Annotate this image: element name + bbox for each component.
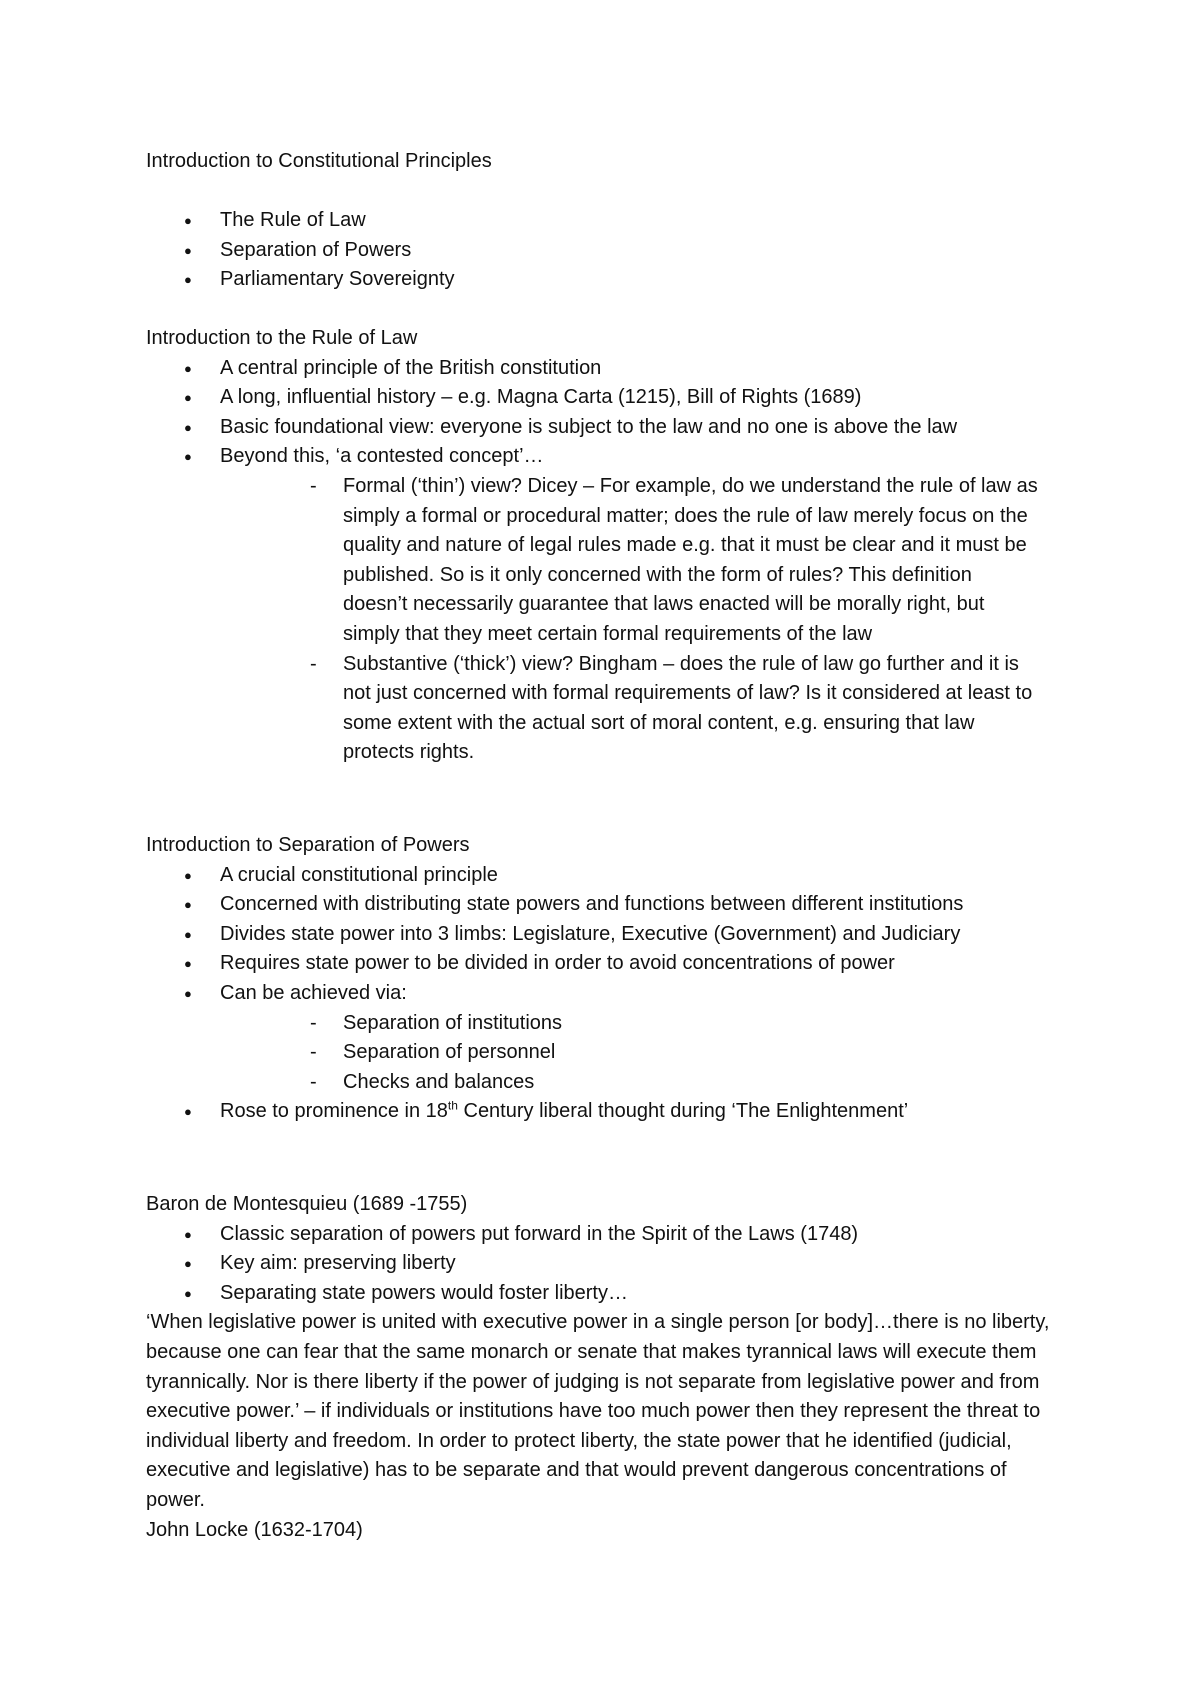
- superscript: th: [447, 1098, 458, 1113]
- item-text: Rose to prominence in 18: [220, 1100, 448, 1123]
- section-heading: Introduction to Constitutional Principles: [146, 150, 492, 172]
- list-item: ● Concerned with distributing state powers and functions between different institutions: [146, 890, 976, 920]
- bullet-list: [146, 1220, 1086, 1309]
- list-item: ● Key aim: preserving liberty: [146, 1249, 1086, 1279]
- list-item: ● Divides state power into 3 limbs: Legislature, Executive (Government) and Judiciary: [146, 920, 976, 950]
- list-item: ● A long, influential history – e.g. Magna Carta (1215), Bill of Rights (1689): [146, 383, 1086, 413]
- section-heading: Introduction to Separation of Powers: [146, 834, 470, 856]
- section-separation-of-powers: [146, 831, 1086, 1127]
- bullet-list: [146, 354, 1086, 472]
- dash-list: [146, 1009, 1086, 1098]
- list-item: ● A central principle of the British constitution: [146, 354, 1086, 384]
- bullet-list: [146, 206, 1086, 295]
- section-montesquieu: [146, 1190, 1086, 1545]
- list-item: - Formal (‘thin’) view? Dicey – For example, do we understand the rule of law as simply a formal or procedural matter; does the rule of law merely focus on the quality and nature of legal rules made e.g. that it must be clear and it must be published. So is it only concerned with the form of rules? This definition doesn’t necessarily guarantee that laws enacted will be morally right, but simply that they meet certain formal requirements of the law: [146, 472, 1041, 650]
- list-item: [146, 1097, 1086, 1127]
- section-heading: Introduction to the Rule of Law: [146, 327, 418, 349]
- list-item: ● The Rule of Law: [146, 206, 1086, 236]
- quote-paragraph: ‘When legislative power is united with executive power in a single person [or body]…there is no liberty, because one can fear that the same monarch or senate that makes tyrannical laws will execute them tyrannically. Nor is there liberty if the power of judging is not separate from legislative power and from executive power.’ – if individuals or institutions have too much power then they represent the threat to individual liberty and freedom. In order to protect liberty, the state power that he identified (judicial, executive and legislative) has to be separate and that would prevent dangerous concentrations of power.: [146, 1311, 1050, 1511]
- blank-line: [146, 177, 1086, 207]
- section-constitutional-principles: [146, 147, 1086, 295]
- list-item: ● Parliamentary Sovereignty: [146, 265, 1086, 295]
- list-item: - Separation of personnel: [146, 1038, 1086, 1068]
- list-item: - Separation of institutions: [146, 1009, 1086, 1039]
- dash-list: [146, 472, 1041, 768]
- list-item: ● Classic separation of powers put forward in the Spirit of the Laws (1748): [146, 1220, 1086, 1250]
- list-item: ● Beyond this, ‘a contested concept’…: [146, 442, 1086, 472]
- list-item: ● Separation of Powers: [146, 236, 1086, 266]
- list-item: ● A crucial constitutional principle: [146, 861, 976, 891]
- list-item: - Checks and balances: [146, 1068, 1086, 1098]
- list-item: ● Requires state power to be divided in order to avoid concentrations of power: [146, 949, 976, 979]
- section-heading: Baron de Montesquieu (1689 -1755): [146, 1193, 468, 1215]
- section-heading: John Locke (1632-1704): [146, 1518, 363, 1541]
- list-item: ● Can be achieved via:: [146, 979, 976, 1009]
- list-item: ● Basic foundational view: everyone is subject to the law and no one is above the law: [146, 413, 1086, 443]
- item-text: Century liberal thought during ‘The Enlightenment’: [457, 1100, 909, 1123]
- list-item: - Substantive (‘thick’) view? Bingham – does the rule of law go further and it is not just concerned with formal requirements of law? Is it considered at least to some extent with the actual sort of moral content, e.g. ensuring that law protects rights.: [146, 650, 1041, 768]
- section-rule-of-law: [146, 324, 1086, 768]
- bullet-list: [146, 861, 976, 1009]
- list-item: ● Separating state powers would foster liberty…: [146, 1279, 1086, 1309]
- bullet-list: [146, 1097, 1086, 1127]
